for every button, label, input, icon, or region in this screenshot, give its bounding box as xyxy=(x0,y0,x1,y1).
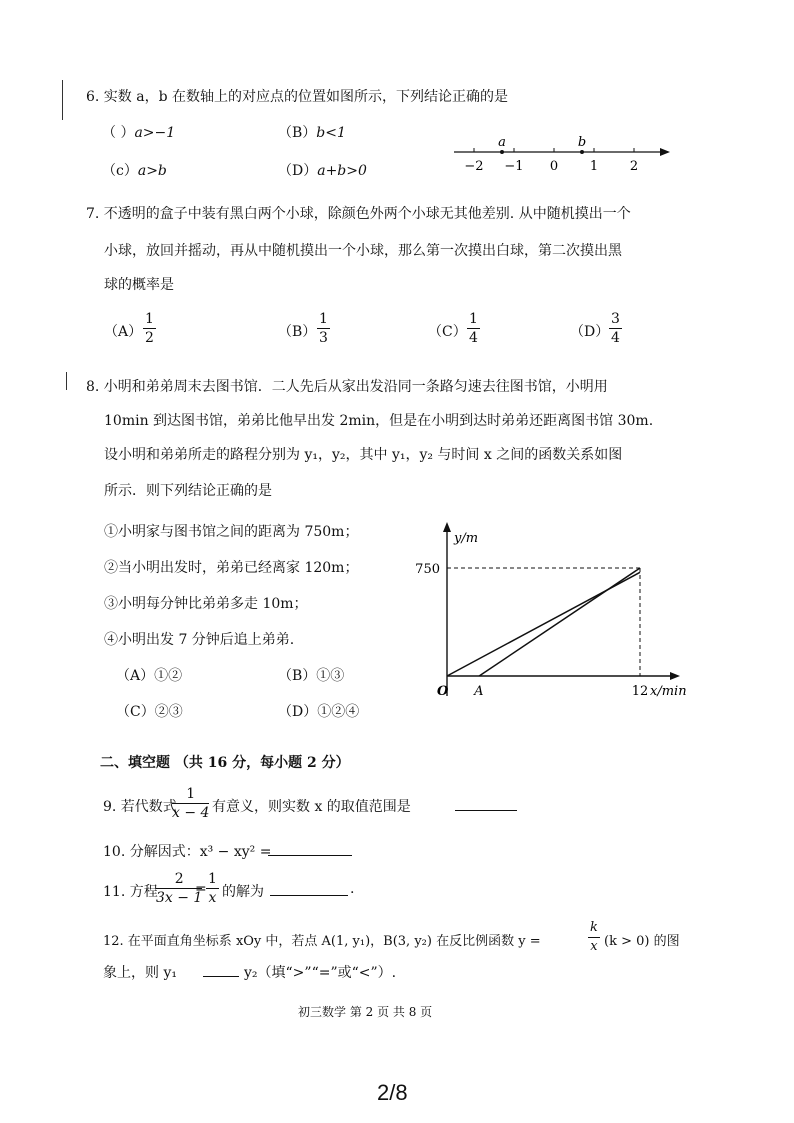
section-title: 二、填空题 （共 16 分，每小题 2 分） xyxy=(100,755,350,771)
q8-option-b xyxy=(278,665,344,685)
q7-option-d-fraction xyxy=(609,310,622,347)
option-label: （D） xyxy=(278,163,318,179)
q11-equals: = xyxy=(195,881,207,897)
tick-label: −1 xyxy=(504,159,524,174)
option-label: （D） xyxy=(278,704,318,720)
arrow-right-icon xyxy=(670,672,680,680)
numerator: k xyxy=(588,919,600,938)
q11-suffix: 的解为 xyxy=(222,884,264,900)
number-line xyxy=(448,130,688,180)
denominator: x xyxy=(590,939,598,954)
q12-k-fraction xyxy=(588,919,600,956)
q7-line-2: 小球，放回并摇动，再从中随机摸出一个小球，那么第一次摸出白球，第二次摸出黑 xyxy=(104,243,622,259)
q11-period: . xyxy=(350,881,355,897)
q8-line-1: 8. 小明和弟弟周末去图书馆．二人先后从家出发沿同一条路匀速去往图书馆，小明用 xyxy=(86,379,608,395)
option-text: b<1 xyxy=(316,125,346,141)
distance-time-chart xyxy=(410,520,690,710)
denominator: x xyxy=(208,890,217,906)
margin-mark xyxy=(62,80,63,120)
option-text: ①③ xyxy=(316,668,345,684)
q8-statement-3: ③小明每分钟比弟弟多走 10m； xyxy=(104,596,308,612)
tick-label: −2 xyxy=(464,159,484,174)
q8-line-4: 所示．则下列结论正确的是 xyxy=(104,483,272,499)
numerator: 2 xyxy=(156,870,202,889)
q12-line-2b: y₂（填“>”“=”或“<”）. xyxy=(244,965,397,981)
q11-prefix: 11. 方程 xyxy=(103,884,158,900)
q8-option-a xyxy=(116,665,182,685)
tick-label: 1 xyxy=(589,159,599,174)
page-indicator: 2/8 xyxy=(377,1080,408,1105)
x-axis-label: x/min xyxy=(650,684,687,699)
option-text: ①②④ xyxy=(317,704,360,720)
tick-label: 2 xyxy=(629,159,639,174)
q10-text: 10. 分解因式：x³ − xy² = xyxy=(103,844,272,860)
denominator: 4 xyxy=(611,330,620,346)
margin-mark xyxy=(66,372,67,390)
q6-option-b xyxy=(278,122,346,142)
numerator: 1 xyxy=(172,785,209,804)
option-text: a>b xyxy=(137,163,167,179)
origin-label: O xyxy=(437,684,449,699)
option-label: （ ） xyxy=(102,125,135,141)
q9-suffix: 有意义，则实数 x 的取值范围是 xyxy=(212,799,411,815)
point-a-label: a xyxy=(498,135,506,150)
point-b-label: b xyxy=(577,135,587,150)
numerator: 3 xyxy=(611,311,620,327)
point-b xyxy=(580,150,584,154)
q7-option-a-fraction xyxy=(143,310,156,347)
q12-line-1a: 12. 在平面直角坐标系 xOy 中，若点 A(1, y₁)，B(3, y₂) 在反比例函数 y = xyxy=(103,934,541,949)
y-axis-label: y/m xyxy=(454,531,479,546)
numerator: 1 xyxy=(145,311,154,327)
tick-label: 0 xyxy=(549,159,559,174)
q8-statement-2: ②当小明出发时，弟弟已经离家 120m； xyxy=(104,560,359,576)
q9-answer-blank[interactable] xyxy=(455,796,517,815)
y-tick-label: 750 xyxy=(415,562,440,577)
q7-option-c-label: （C） xyxy=(428,324,467,340)
denominator: 3 xyxy=(319,330,328,346)
q8-option-d xyxy=(278,701,359,721)
arrow-up-icon xyxy=(443,522,451,532)
page-footer: 初三数学 第 2 页 共 8 页 xyxy=(298,1005,433,1019)
denominator: 3x − 1 xyxy=(156,890,203,906)
point-a-label: A xyxy=(474,684,484,699)
q8-line-3: 设小明和弟弟所走的路程分别为 y₁，y₂，其中 y₁，y₂ 与时间 x 之间的函数关系如图 xyxy=(104,447,623,463)
q11-fraction-right xyxy=(206,870,219,907)
q7-option-a-label: （A） xyxy=(104,324,143,340)
q9-fraction xyxy=(172,785,209,822)
denominator: 2 xyxy=(145,330,154,346)
q10-answer-blank[interactable] xyxy=(268,841,352,860)
q6-option-c xyxy=(102,160,167,180)
q8-option-c xyxy=(116,701,183,721)
q7-option-b-label: （B） xyxy=(278,324,317,340)
q11-answer-blank[interactable] xyxy=(270,881,348,900)
option-text: a>−1 xyxy=(134,125,176,141)
q12-line-1b: (k > 0) 的图 xyxy=(604,934,680,949)
arrow-right-icon xyxy=(660,148,670,156)
option-label: （C） xyxy=(116,704,155,720)
q8-statement-1: ①小明家与图书馆之间的距离为 750m； xyxy=(104,524,359,540)
option-label: （A） xyxy=(116,668,155,684)
numerator: 1 xyxy=(208,871,217,887)
denominator: x − 4 xyxy=(172,805,210,821)
denominator: 4 xyxy=(469,330,478,346)
q7-line-3: 球的概率是 xyxy=(104,277,174,293)
option-text: a+b>0 xyxy=(317,163,367,179)
q8-statement-4: ④小明出发 7 分钟后追上弟弟. xyxy=(104,632,295,648)
q7-option-c-fraction xyxy=(467,310,480,347)
q6-option-a xyxy=(102,122,175,142)
q12-answer-blank[interactable] xyxy=(203,962,239,981)
option-label: （B） xyxy=(278,668,317,684)
q12-line-2a: 象上，则 y₁ xyxy=(103,965,177,981)
q6-option-d xyxy=(278,160,367,180)
q6-stem: 6. 实数 a，b 在数轴上的对应点的位置如图所示，下列结论正确的是 xyxy=(86,89,509,105)
point-a xyxy=(500,150,504,154)
q7-option-b-fraction xyxy=(317,310,330,347)
q7-line-1: 7. 不透明的盒子中装有黑白两个小球，除颜色外两个小球无其他差别. 从中随机摸出一个 xyxy=(86,206,631,222)
option-label: （B） xyxy=(278,125,317,141)
option-label: （ⅽ） xyxy=(102,163,138,179)
x-tick-label: 12 xyxy=(631,684,649,699)
numerator: 1 xyxy=(469,311,478,327)
q9-prefix: 9. 若代数式 xyxy=(103,799,177,815)
series-line-y1 xyxy=(479,568,640,676)
q8-line-2: 10min 到达图书馆，弟弟比他早出发 2min，但是在小明到达时弟弟还距离图书馆 30m. xyxy=(104,413,654,429)
option-text: ①② xyxy=(154,668,183,684)
option-text: ②③ xyxy=(154,704,183,720)
q7-option-d-label: （D） xyxy=(570,324,610,340)
numerator: 1 xyxy=(319,311,328,327)
